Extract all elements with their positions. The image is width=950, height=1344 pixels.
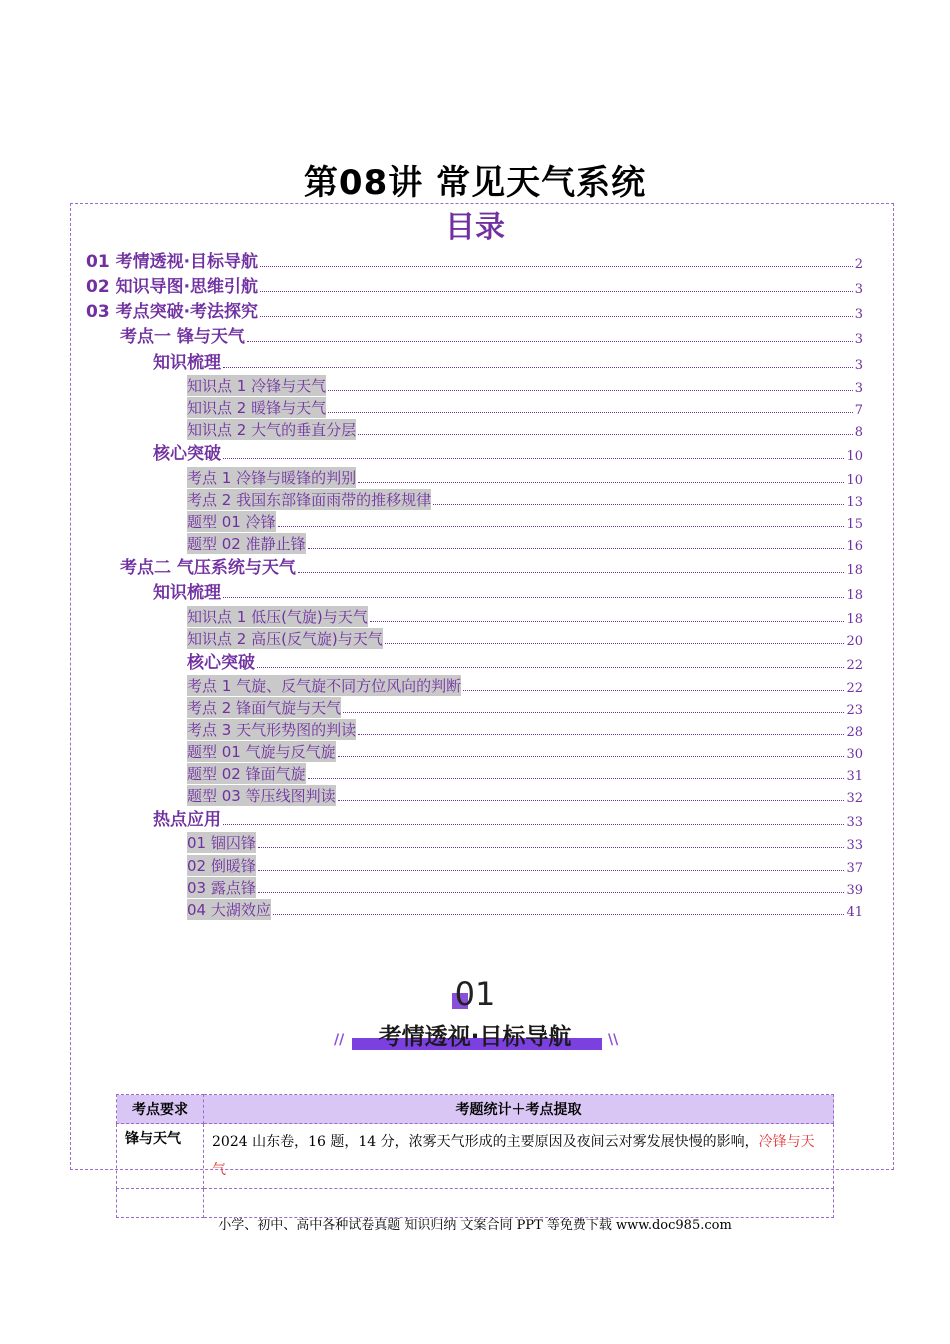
toc-leader-dots (338, 755, 845, 757)
toc-entry-label: 03 考点突破·考法探究 (86, 302, 259, 322)
toc-entry-page: 39 (846, 883, 863, 898)
toc-entry-page: 20 (846, 634, 863, 649)
toc-entry[interactable] (86, 275, 863, 297)
toc-entry[interactable] (153, 581, 863, 603)
toc-entry[interactable] (120, 556, 863, 578)
toc-entry[interactable] (187, 396, 863, 418)
toc-entry[interactable] (187, 696, 863, 718)
toc-entry[interactable] (187, 831, 863, 853)
toc-entry-page: 3 (854, 282, 863, 297)
toc-entry[interactable] (153, 442, 863, 464)
toc-entry[interactable] (187, 762, 863, 784)
toc-leader-dots (273, 913, 845, 915)
toc-entry[interactable] (187, 674, 863, 696)
table-cell-text: 2024 山东卷，16 题，14 分，浓雾天气形成的主要原因及夜间云对雾发展快慢的影响， (212, 1134, 759, 1150)
toc-leader-dots (223, 457, 844, 459)
toc-entry[interactable] (153, 351, 863, 373)
toc-entry[interactable] (187, 418, 863, 440)
toc-leader-dots (223, 366, 853, 368)
toc-entry-page: 16 (846, 539, 863, 554)
toc-leader-dots (258, 846, 845, 848)
toc-leader-dots (308, 547, 845, 549)
toc-entry-label: 知识梳理 (153, 353, 221, 373)
toc-entry-label: 题型 01 冷锋 (187, 513, 276, 531)
toc-entry[interactable] (86, 300, 863, 322)
toc-leader-dots (463, 689, 844, 691)
table-cell-value (204, 1124, 834, 1189)
toc-entry-label: 考点一 锋与天气 (120, 327, 245, 347)
table-header-cell: 考点要求 (117, 1095, 204, 1124)
toc-entry-label: 04 大湖效应 (187, 901, 271, 919)
toc-entry-page: 23 (846, 703, 863, 718)
toc-entry-label: 考点 1 冷锋与暖锋的判别 (187, 469, 357, 487)
toc-leader-dots (258, 891, 845, 893)
page-title: 第08讲 常见天气系统 (303, 163, 647, 203)
toc-entry-label: 03 露点锋 (187, 879, 256, 897)
toc-entry-label: 热点应用 (153, 810, 221, 830)
table-cell-key: 锋与天气 (117, 1124, 204, 1189)
toc-leader-dots (328, 411, 853, 413)
exam-table (116, 1094, 834, 1218)
toc-entry-label: 知识点 1 低压(气旋)与天气 (187, 608, 368, 626)
section-banner (0, 1018, 950, 1052)
toc-entry-page: 15 (846, 517, 863, 532)
toc-entry[interactable] (187, 510, 863, 532)
toc-entry[interactable] (120, 325, 863, 347)
page-footer: 小学、初中、高中各种试卷真题 知识归纳 文案合同 PPT 等免费下载 www.doc985.com (218, 1218, 732, 1233)
toc-entry-label: 知识点 2 暖锋与天气 (187, 399, 327, 417)
toc-leader-dots (278, 525, 845, 527)
toc-entry[interactable] (187, 627, 863, 649)
toc-entry-page: 37 (846, 861, 863, 876)
toc-leader-dots (247, 340, 853, 342)
toc-leader-dots (257, 666, 844, 668)
toc-entry-page: 31 (846, 769, 863, 784)
toc-entry[interactable] (187, 898, 863, 920)
toc-entry-label: 02 倒暖锋 (187, 857, 256, 875)
slash-left-icon: // (334, 1032, 345, 1048)
toc-leader-dots (343, 711, 844, 713)
toc-entry-label: 知识点 2 高压(反气旋)与天气 (187, 630, 383, 648)
toc-leader-dots (358, 433, 853, 435)
toc-entry-page: 32 (846, 791, 863, 806)
toc-entry-label: 考点 3 天气形势图的判读 (187, 721, 357, 739)
toc-entry[interactable] (187, 488, 863, 510)
toc-entry-label: 考点二 气压系统与天气 (120, 558, 296, 578)
section-number-text: 01 (454, 975, 496, 1013)
toc-entry-label: 核心突破 (153, 444, 221, 464)
toc-heading: 目录 (445, 210, 505, 245)
slash-right-icon: \\ (608, 1032, 619, 1048)
toc-entry[interactable] (187, 854, 863, 876)
toc-entry-label: 知识梳理 (153, 583, 221, 603)
table-row (117, 1124, 834, 1189)
toc-entry[interactable] (187, 374, 863, 396)
toc-entry-page: 10 (846, 449, 863, 464)
toc-leader-dots (298, 571, 845, 573)
toc-entry-page: 3 (854, 332, 863, 347)
table-cell-highlight: 冷锋与天气 (212, 1134, 815, 1178)
toc-entry-page: 8 (854, 425, 863, 440)
toc-entry[interactable] (153, 808, 863, 830)
toc-entry[interactable] (187, 651, 863, 673)
toc-leader-dots (260, 265, 853, 267)
toc-entry-label: 题型 01 气旋与反气旋 (187, 743, 336, 761)
toc-leader-dots (308, 777, 845, 779)
section-title: 考情透视·目标导航 (378, 1024, 572, 1050)
toc-leader-dots (385, 642, 845, 644)
toc-entry[interactable] (187, 466, 863, 488)
toc-entry-page: 3 (854, 358, 863, 373)
toc-entry-label: 考点 2 我国东部锋面雨带的推移规律 (187, 491, 432, 509)
toc-leader-dots (260, 315, 853, 317)
toc-leader-dots (433, 503, 844, 505)
toc-entry-label: 01 考情透视·目标导航 (86, 252, 259, 272)
toc-entry-label: 知识点 2 大气的垂直分层 (187, 421, 357, 439)
toc-entry[interactable] (187, 784, 863, 806)
toc-entry-label: 考点 2 锋面气旋与天气 (187, 699, 342, 717)
toc-entry-page: 18 (846, 588, 863, 603)
toc-entry[interactable] (187, 876, 863, 898)
toc-entry-label: 考点 1 气旋、反气旋不同方位风向的判断 (187, 677, 462, 695)
toc-entry-label: 核心突破 (187, 653, 255, 673)
toc-entry-label: 01 锢囚锋 (187, 834, 256, 852)
toc-entry-page: 3 (854, 307, 863, 322)
toc-entry-page: 28 (846, 725, 863, 740)
toc-entry[interactable] (86, 250, 863, 272)
table-header-row (117, 1095, 834, 1124)
toc-entry-label: 题型 02 准静止锋 (187, 535, 306, 553)
toc-entry-page: 7 (854, 403, 863, 418)
toc-leader-dots (223, 596, 844, 598)
toc-entry-page: 33 (846, 815, 863, 830)
toc-entry-page: 18 (846, 612, 863, 627)
table-header-cell: 考题统计＋考点提取 (204, 1095, 834, 1124)
toc-entry-page: 3 (854, 381, 863, 396)
toc-entry-label: 题型 02 锋面气旋 (187, 765, 306, 783)
toc-leader-dots (223, 823, 844, 825)
toc-entry[interactable] (187, 718, 863, 740)
toc-leader-dots (260, 290, 853, 292)
toc-leader-dots (358, 481, 844, 483)
toc-entry-page: 41 (846, 905, 863, 920)
toc-entry-page: 10 (846, 473, 863, 488)
toc-entry-page: 30 (846, 747, 863, 762)
toc-entry-label: 02 知识导图·思维引航 (86, 277, 259, 297)
toc-entry[interactable] (187, 605, 863, 627)
toc-entry-label: 知识点 1 冷锋与天气 (187, 377, 327, 395)
section-number (0, 975, 950, 1013)
toc-leader-dots (328, 389, 853, 391)
toc-entry-page: 18 (846, 563, 863, 578)
toc-entry-page: 22 (846, 658, 863, 673)
toc-entry[interactable] (187, 740, 863, 762)
toc-entry[interactable] (187, 532, 863, 554)
toc-leader-dots (358, 733, 844, 735)
toc-entry-page: 2 (854, 257, 863, 272)
toc-leader-dots (258, 869, 845, 871)
toc-leader-dots (338, 799, 845, 801)
toc-entry-page: 13 (846, 495, 863, 510)
toc-entry-page: 22 (846, 681, 863, 696)
toc-leader-dots (370, 620, 845, 622)
toc-entry-label: 题型 03 等压线图判读 (187, 787, 336, 805)
toc-entry-page: 33 (846, 838, 863, 853)
